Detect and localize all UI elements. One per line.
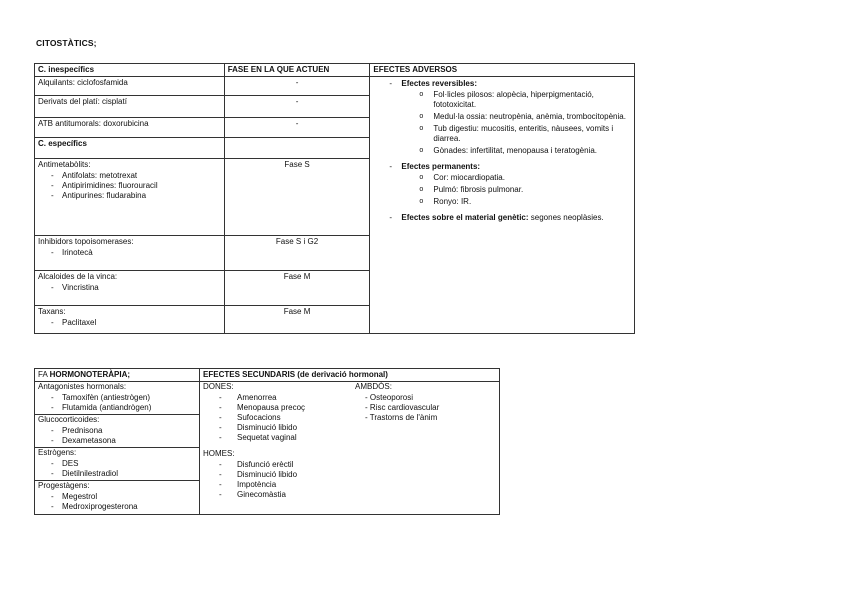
drug-phase [224, 138, 370, 159]
list-item: - Osteoporosi [365, 393, 414, 402]
list-item: - Medroxiprogesterona [38, 502, 196, 512]
group-label: Progestàgens: [38, 481, 90, 490]
reversible-effects [373, 79, 631, 156]
list-item: - Dexametasona [38, 436, 196, 446]
drug-group [35, 159, 225, 236]
list-item: - Impotència [203, 480, 355, 490]
hormone-group [35, 382, 199, 415]
hormone-groups-cell [35, 382, 200, 515]
drug-group [35, 306, 225, 334]
table-header-row [35, 64, 635, 77]
list-item: o Ronyo: IR. [401, 197, 631, 207]
cytostatics-table [34, 63, 635, 334]
both-column [355, 382, 495, 500]
drug-phase: - [224, 96, 370, 118]
list-item: - Menopausa precoç [203, 403, 355, 413]
drug-group-label: Taxans: [38, 307, 66, 316]
drug-name: Alquilants: ciclofosfamida [35, 77, 225, 96]
women-men-column [203, 382, 355, 500]
hormonotherapy-table [34, 368, 500, 515]
list-item: o Fol·licles pilosos: alopècia, hiperpigmentació, fototoxicitat. [401, 90, 631, 110]
list-item: o Gònades: infertilitat, menopausa i teratogènia. [401, 146, 631, 156]
section-specific: C. específics [35, 138, 225, 159]
header-phase: FASE EN LA QUE ACTUEN [224, 64, 370, 77]
list-item: o Medul·la ossia: neutropènia, anèmia, trombocitopènia. [401, 112, 631, 122]
list-item: - Irinotecà [38, 248, 221, 258]
table-header-row [35, 369, 500, 382]
permanent-label: Efectes permanents: [401, 162, 481, 171]
table-row [35, 77, 635, 96]
list-item: o Tub digestiu: mucositis, enteritis, nàusees, vomits i diarrea. [401, 124, 631, 144]
list-item: - Antipirimidines: fluorouracil [38, 181, 221, 191]
drug-phase: - [224, 118, 370, 138]
list-item: - Antifolats: metotrexat [38, 171, 221, 181]
drug-name: ATB antitumorals: doxorubicina [35, 118, 225, 138]
list-item: - Sufocacions [203, 413, 355, 423]
list-item: - Disminució libido [203, 470, 355, 480]
hormone-group [35, 448, 199, 481]
header-prefix: FA [38, 370, 50, 379]
genetic-effects [373, 213, 631, 223]
list-item: - Amenorrea [203, 393, 355, 403]
header-adverse-effects: EFECTES ADVERSOS [370, 64, 635, 77]
drug-group-label: Antimetabòlits: [38, 160, 91, 169]
drug-phase: - [224, 77, 370, 96]
list-item: - Antipurines: fludarabina [38, 191, 221, 201]
list-item: - Sequetat vaginal [203, 433, 355, 443]
women-label: DONES: [203, 382, 234, 391]
side-effects-cell [200, 382, 500, 515]
hormone-group [35, 415, 199, 448]
list-item: - Risc cardiovascular [365, 403, 440, 412]
list-item: - Disfunció erèctil [203, 460, 355, 470]
men-label: HOMES: [203, 449, 235, 458]
list-item: - Paclitaxel [38, 318, 221, 328]
header-side-effects: EFECTES SECUNDARIS (de derivació hormonal) [200, 369, 500, 382]
page-title: CITOSTÀTICS; [36, 38, 97, 48]
drug-name: Derivats del platí: cisplatí [35, 96, 225, 118]
list-item: - Tamoxifèn (antiestrògen) [38, 393, 196, 403]
drug-group [35, 236, 225, 271]
drug-group-label: Inhibidors topoisomerases: [38, 237, 134, 246]
drug-phase: Fase S i G2 [224, 236, 370, 271]
table-row [35, 382, 500, 515]
list-item: - Vincristina [38, 283, 221, 293]
list-item: - Dietilnilestradiol [38, 469, 196, 479]
adverse-effects-cell [370, 77, 635, 334]
list-item: - Prednisona [38, 426, 196, 436]
list-item: - Ginecomàstia [203, 490, 355, 500]
list-item: - Flutamida (antiandrògen) [38, 403, 196, 413]
drug-phase: Fase M [224, 271, 370, 306]
group-label: Estrògens: [38, 448, 77, 457]
reversible-label: Efectes reversibles: [401, 79, 477, 88]
list-item: - Trastorns de l'ànim [365, 413, 438, 422]
list-item: o Cor: miocardiopatia. [401, 173, 631, 183]
header-nonspecific: C. inespecífics [35, 64, 225, 77]
list-item: - Megestrol [38, 492, 196, 502]
genetic-text: segones neoplàsies. [528, 213, 604, 222]
drug-phase: Fase M [224, 306, 370, 334]
drug-phase: Fase S [224, 159, 370, 236]
header-bold: HORMONOTERÀPIA; [49, 370, 131, 379]
group-label: Antagonistes hormonals: [38, 382, 127, 391]
list-item: o Pulmó: fibrosis pulmonar. [401, 185, 631, 195]
drug-group [35, 271, 225, 306]
genetic-label: Efectes sobre el material genètic: [401, 213, 529, 222]
list-item: - DES [38, 459, 196, 469]
group-label: Glucocorticoides: [38, 415, 100, 424]
header-hormonotherapy [35, 369, 200, 382]
both-label: AMBDÓS: [355, 382, 392, 391]
list-item: - Disminució libido [203, 423, 355, 433]
permanent-effects [373, 162, 631, 207]
hormone-group [35, 481, 199, 513]
drug-group-label: Alcaloides de la vinca: [38, 272, 118, 281]
